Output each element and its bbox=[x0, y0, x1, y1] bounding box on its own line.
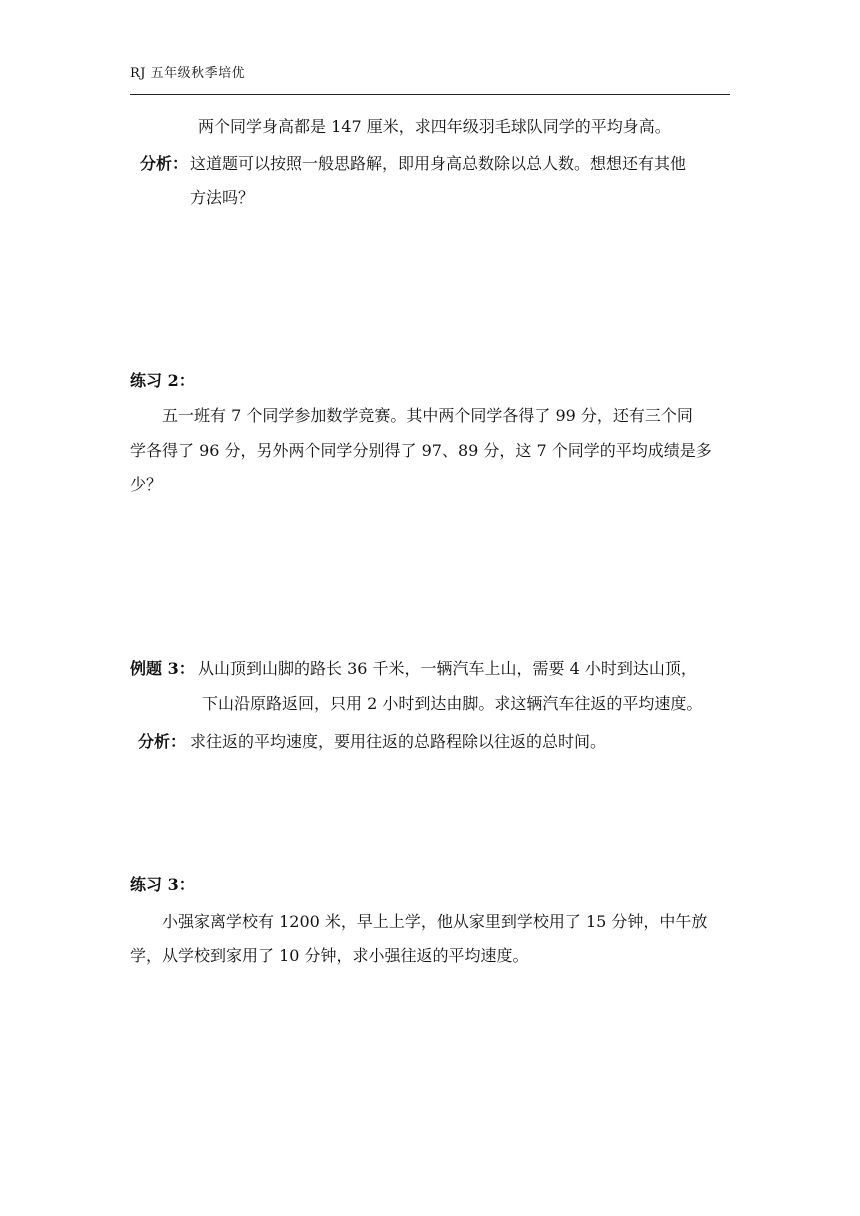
practice2-text-line-3: 少？ bbox=[130, 475, 163, 494]
practice3-title: 练习 3： bbox=[130, 875, 195, 894]
example3-text-line-2: 下山沿原路返回，只用 2 小时到达由脚。求这辆汽车往返的平均速度。 bbox=[202, 694, 703, 713]
analysis-text-line-2: 方法吗？ bbox=[190, 188, 255, 207]
practice3-text-line-2: 学，从学校到家用了 10 分钟，求小强往返的平均速度。 bbox=[130, 946, 529, 965]
example3-analysis-text: 求往返的平均速度，要用往返的总路程除以往返的总时间。 bbox=[190, 732, 607, 751]
example3-analysis-label: 分析： bbox=[138, 732, 187, 751]
example2-text-line: 两个同学身高都是 147 厘米，求四年级羽毛球队同学的平均身高。 bbox=[198, 117, 671, 136]
example3-label: 例题 3： bbox=[130, 659, 195, 678]
analysis-label: 分析： bbox=[140, 154, 189, 173]
header-text: RJ 五年级秋季培优 bbox=[130, 66, 246, 81]
practice2-text-line-1: 五一班有 7 个同学参加数学竞赛。其中两个同学各得了 99 分，还有三个同 bbox=[162, 406, 693, 425]
analysis-text-line-1: 这道题可以按照一般思路解，即用身高总数除以总人数。想想还有其他 bbox=[190, 154, 687, 173]
header-divider bbox=[130, 94, 730, 95]
example3-text-line-1: 从山顶到山脚的路长 36 千米，一辆汽车上山，需要 4 小时到达山顶， bbox=[198, 659, 697, 678]
practice2-text-line-2: 学各得了 96 分，另外两个同学分别得了 97、89 分，这 7 个同学的平均成绩是多 bbox=[130, 441, 712, 460]
practice3-text-line-1: 小强家离学校有 1200 米，早上上学，他从家里到学校用了 15 分钟，中午放 bbox=[162, 912, 708, 931]
practice2-title: 练习 2： bbox=[130, 371, 195, 390]
